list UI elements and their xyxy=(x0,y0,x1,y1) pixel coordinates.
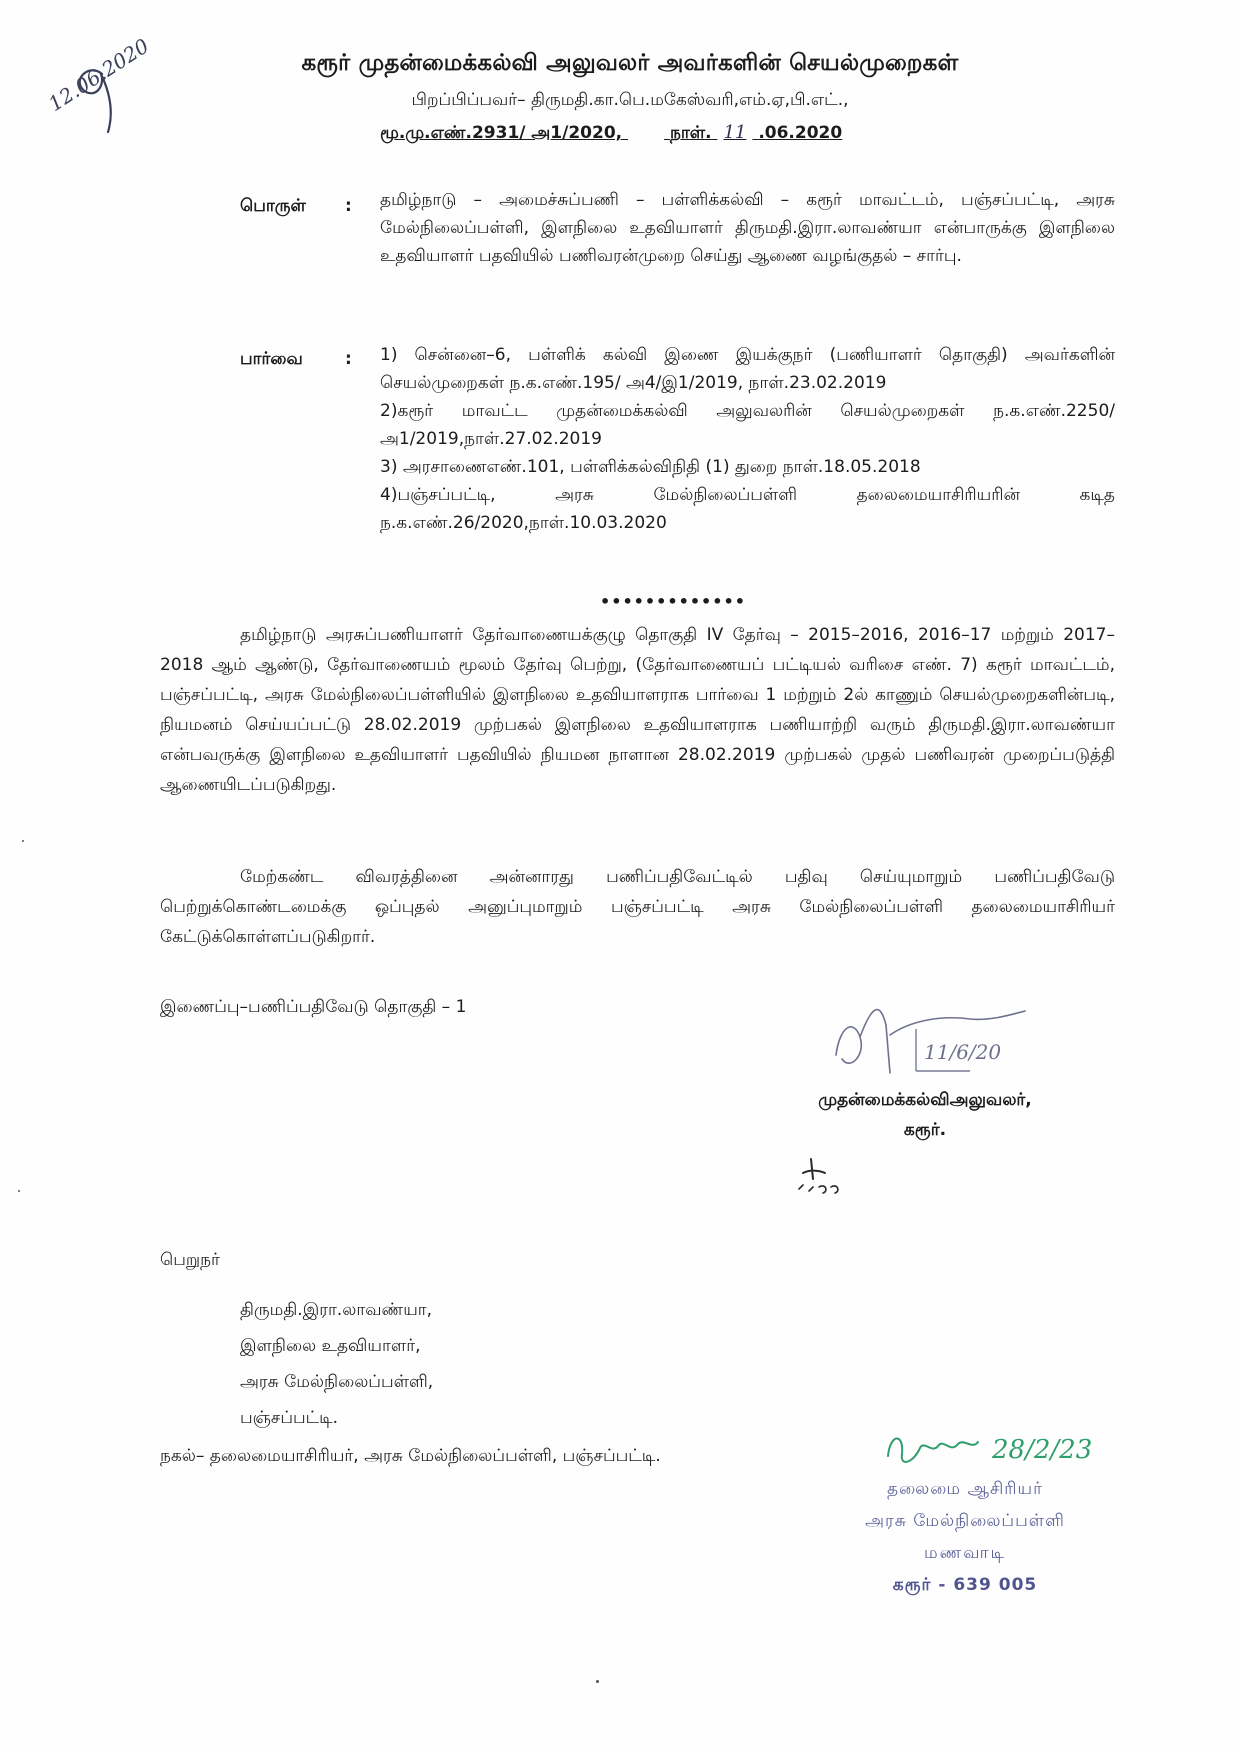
stamp-line-village: மணவாடி xyxy=(924,1543,1006,1563)
svg-text:11/6/20: 11/6/20 xyxy=(924,1040,1002,1064)
copy-to-line: நகல்– தலைமையாசிரியர், அரசு மேல்நிலைப்பள்ளி, பஞ்சப்பட்டி. xyxy=(160,1446,661,1466)
handwritten-initials xyxy=(795,1145,875,1195)
handwritten-date-text: 12.06.2020 xyxy=(44,33,154,117)
reference-label: பார்வை xyxy=(240,349,303,369)
recipient-line: இளநிலை உதவியாளர், xyxy=(240,1336,421,1356)
officer-signature xyxy=(820,985,1050,1095)
svg-text:28/2/23: 28/2/23 xyxy=(992,1435,1093,1465)
body-paragraph-1: தமிழ்நாடு அரசுப்பணியாளர் தேர்வாணையக்குழு தொகுதி IV தேர்வு – 2015–2016, 2016–17 மற்றும் 2017–2018 ஆம் ஆண்டு, தேர்வாணையம் மூலம் தேர்வு பெற்று, (தேர்வாணையப் பட்டியல் வரிசை எண். 7) கரூர் மாவட்டம், பஞ்சப்பட்டி, அரசு மேல்நிலைப்பள்ளியில் இளநிலை உதவியாளராக பார்வை 1 மற்றும் 2ல் காணும் செயல்முறைகளின்படி, நியமனம் செய்யப்பட்டு 28.02.2019 முற்பகல் இளநிலை உதவியாளராக பணியாற்றி வரும் திருமதி.இரா.லாவண்யா என்பவருக்கு இளநிலை உதவியாளர் பதவியில் நியமன நாளான 28.02.2019 முற்பகல் முதல் பணிவரன் முறைப்படுத்தி ஆணையிடப்படுகிறது. xyxy=(160,625,1115,795)
subject-text: தமிழ்நாடு – அமைச்சுப்பணி – பள்ளிக்கல்வி – கரூர் மாவட்டம், பஞ்சப்பட்டி, அரசு மேல்நிலைப்பள்ளி, இளநிலை உதவியாளர் திருமதி.இரா.லாவண்யா என்பாருக்கு இளநிலை உதவியாளர் பதவியில் பணிவரன்முறை செய்து ஆணை வழங்குதல் – சார்பு. xyxy=(380,190,1115,266)
issuer-line: பிறப்பிப்பவர்– திருமதி.கா.பெ.மகேஸ்வரி,எம்.ஏ,பி.எட்., xyxy=(411,90,849,110)
stamp-line-designation: தலைமை ஆசிரியர் xyxy=(887,1479,1043,1499)
reference-item: 3) அரசாணைஎண்.101, பள்ளிக்கல்விநிதி (1) துறை நாள்.18.05.2018 xyxy=(380,457,921,477)
reference-colon: : xyxy=(345,349,352,369)
recipient-line: அரசு மேல்நிலைப்பள்ளி, xyxy=(240,1372,434,1392)
reference-item: 2)கரூர் மாவட்ட முதன்மைக்கல்வி அலுவலரின் செயல்முறைகள் ந.க.எண்.2250/ அ1/2019,நாள்.27.02.2019 xyxy=(380,401,1115,449)
stamp-line-school: அரசு மேல்நிலைப்பள்ளி xyxy=(865,1511,1065,1531)
reference-item: 4)பஞ்சப்பட்டி, அரசு மேல்நிலைப்பள்ளி தலைமையாசிரியரின் கடித ந.க.எண்.26/2020,நாள்.10.03.2020 xyxy=(380,485,1115,533)
date-rest: .06.2020 xyxy=(758,123,843,143)
signatory-place: கரூர். xyxy=(903,1120,947,1140)
recipient-address xyxy=(240,1292,433,1436)
enclosure-line: இணைப்பு–பணிப்பதிவேடு தொகுதி – 1 xyxy=(160,997,467,1017)
handwritten-day: 11 xyxy=(723,122,747,143)
signatory-block xyxy=(735,1085,1115,1145)
body-paragraph-2: மேற்கண்ட விவரத்தினை அன்னாரது பணிப்பதிவேட்டில் பதிவு செய்யுமாறும் பணிப்பதிவேடு பெற்றுக்கொண்டமைக்கு ஒப்புதல் அனுப்புமாறும் பஞ்சப்பட்டி அரசு மேல்நிலைப்பள்ளி தலைமையாசிரியர் கேட்டுக்கொள்ளப்படுகிறார். xyxy=(160,867,1115,947)
handwritten-date-annotation xyxy=(40,33,210,162)
subject-label: பொருள் xyxy=(240,196,306,216)
document-title: கரூர் முதன்மைக்கல்வி அலுவலர் அவர்களின் செயல்முறைகள் xyxy=(301,50,959,76)
separator-dots: ••••••••••••• xyxy=(600,592,746,611)
signatory-designation: முதன்மைக்கல்விஅலுவலர், xyxy=(818,1090,1032,1110)
scan-speck xyxy=(22,840,24,842)
stamp-line-pincode: கரூர் - 639 005 xyxy=(892,1575,1038,1595)
subject-colon: : xyxy=(345,196,352,216)
reference-number: மூ.மு.எண்.2931/ அ1/2020, xyxy=(380,123,623,143)
reference-list xyxy=(380,341,1115,537)
reference-item: 1) சென்னை–6, பள்ளிக் கல்வி இணை இயக்குநர் (பணியாளர் தொகுதி) அவர்களின் செயல்முறைகள் ந.க.எண்.195/ அ4/இ1/2019, நாள்.23.02.2019 xyxy=(380,345,1115,393)
recipient-line: திருமதி.இரா.லாவண்யா, xyxy=(240,1300,433,1320)
recipient-label: பெறுநர் xyxy=(160,1250,220,1270)
recipient-line: பஞ்சப்பட்டி. xyxy=(240,1408,339,1428)
scan-speck xyxy=(596,1680,599,1683)
scan-speck xyxy=(18,1190,20,1192)
school-stamp xyxy=(800,1473,1130,1601)
date-label: நாள். xyxy=(669,123,712,143)
reference-number-line xyxy=(380,122,900,145)
